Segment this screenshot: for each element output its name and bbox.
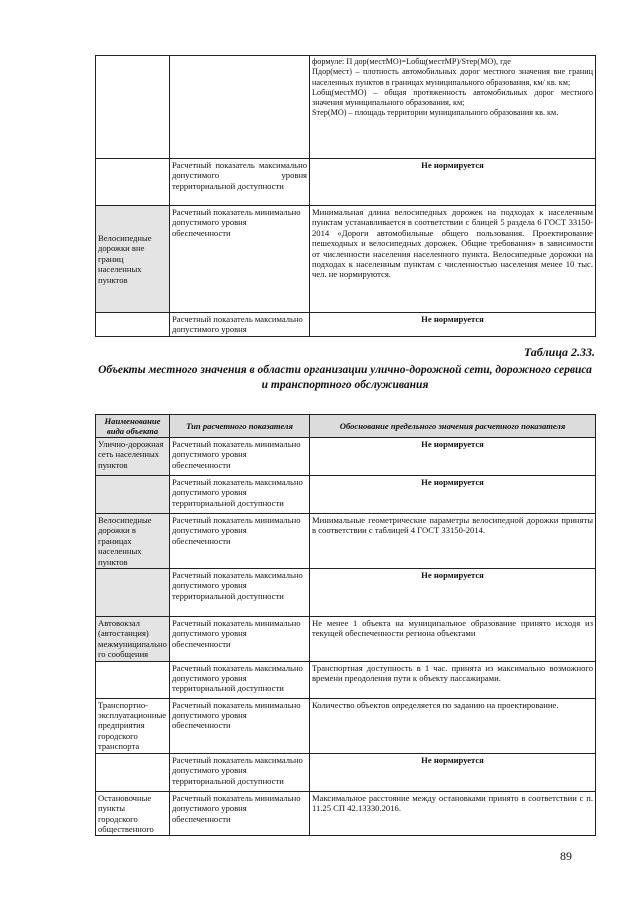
table-row: [96, 661, 596, 698]
value-cell: Максимальное расстояние между остановками принято в соответствии с п. 11.25 СП 42.13330.2016.: [310, 791, 596, 836]
object-name-cell: Остановочные пункты городского общественного: [96, 791, 170, 836]
table-row: [96, 476, 596, 514]
table-row: [96, 698, 596, 753]
table-row: [96, 159, 596, 206]
value-cell: Не нормируется: [310, 438, 596, 476]
object-name-cell: Улично-дорожная сеть населенных пунктов: [96, 438, 170, 476]
table-cell: [96, 56, 170, 159]
indicator-type-cell: Расчетный показатель минимально допустимого уровня обеспеченности: [170, 617, 310, 662]
header-object-name: Наименование вида объекта: [96, 415, 170, 438]
object-name-cell: [96, 569, 170, 617]
table-row: [96, 569, 596, 617]
indicator-type-cell: Расчетный показатель максимально допустимого уровня: [170, 313, 310, 337]
value-cell: Не нормируется: [310, 753, 596, 791]
table-row: [96, 206, 596, 313]
table-row: [96, 514, 596, 569]
table-2-33: [95, 414, 596, 836]
indicator-type-cell: Расчетный показатель минимально допустимого уровня обеспеченности: [170, 514, 310, 569]
table-cell: [96, 159, 170, 206]
indicator-type-cell: Расчетный показатель максимально допустимого уровня территориальной доступности: [170, 476, 310, 514]
value-cell: Минимальная длина велосипедных дорожек на подходах к населенным пунктам устанавливается в соответствии с блицей 5 раздела 6 ГОСТ 33150-2014 «Дороги автомобильные общего пользования. Проектирование пешеходных и велосипедных дорожек. Общие требования» в зависимости от численности населения населенного пункта. Велосипедные дорожки на подходах к населенным пунктам с численностью населения менее 10 тыс. чел. не нормируются.: [310, 206, 596, 313]
table-row: [96, 617, 596, 662]
density-formula-cell: [310, 56, 596, 159]
value-cell: Количество объектов определяется по заданию на проектирование.: [310, 698, 596, 753]
object-name-cell: Транспортно-эксплуатационные предприятия городского транспорта: [96, 698, 170, 753]
indicator-type-cell: Расчетный показатель максимально допустимого уровня территориальной доступности: [170, 569, 310, 617]
indicator-type-cell: Расчетный показатель минимально допустимого уровня обеспеченности: [170, 791, 310, 836]
table-header-row: [96, 415, 596, 438]
indicator-type-cell: Расчетный показатель максимально допустимого уровня территориальной доступности: [170, 159, 310, 206]
object-name-cell: Велосипедные дорожки в границах населенных пунктов: [96, 514, 170, 569]
indicator-type-cell: Расчетный показатель минимально допустимого уровня обеспеченности: [170, 206, 310, 313]
formula-line: Lобщ(местМО) – общая протяженность автомобильных дорог местного значения муниципального образования, км;: [312, 87, 593, 108]
table-cell: [96, 313, 170, 337]
table-cell: [170, 56, 310, 159]
table-row: [96, 438, 596, 476]
indicator-type-cell: Расчетный показатель минимально допустимого уровня обеспеченности: [170, 438, 310, 476]
object-name-cell: [96, 476, 170, 514]
value-cell: Не нормируется: [310, 569, 596, 617]
object-name-cell: [96, 753, 170, 791]
table-row: [96, 313, 596, 337]
value-cell: Минимальные геометрические параметры велосипедной дорожки приняты в соответствии с таблицей 4 ГОСТ 33150-2014.: [310, 514, 596, 569]
object-name-cell: Автовокзал (автостанция) межмуниципального сообщения: [96, 617, 170, 662]
value-cell: Не нормируется: [310, 159, 596, 206]
value-cell: Не нормируется: [310, 476, 596, 514]
formula-line: Пдор(мест) – плотность автомобильных дорог местного значения вне границ населенных пунктов в границах муниципального образования, км/ кв. км;: [312, 67, 593, 87]
header-justification: Обоснование предельного значения расчетного показателя: [310, 415, 596, 438]
object-name-cell: Велосипедные дорожки вне границ населенных пунктов: [96, 206, 170, 313]
formula-line: формуле: П дор(местМО)=Lобщ(местМР)/Sтер(МО), где: [312, 57, 511, 66]
formula-line: Sтер(МО) – площадь территории муниципального образования кв. км.: [312, 108, 559, 118]
table-row: [96, 56, 596, 159]
value-cell: Не менее 1 объекта на муниципальное образование принято исходя из текущей обеспеченности региона объектами: [310, 617, 596, 662]
table-continuation: [95, 55, 596, 337]
page-number: 89: [560, 849, 572, 863]
header-indicator-type: Тип расчетного показателя: [170, 415, 310, 438]
table-title: Объекты местного значения в области организации улично-дорожной сети, дорожного сервиса и транспортного обслуживания: [98, 364, 592, 391]
table-row: [96, 791, 596, 836]
indicator-type-cell: Расчетный показатель максимально допустимого уровня территориальной доступности: [170, 661, 310, 698]
object-name-cell: [96, 661, 170, 698]
indicator-type-cell: Расчетный показатель максимально допустимого уровня территориальной доступности: [170, 753, 310, 791]
value-cell: Не нормируется: [310, 313, 596, 337]
table-label: Таблица 2.33.: [523, 345, 595, 359]
table-row: [96, 753, 596, 791]
value-cell: Транспортная доступность в 1 час. принята из максимально возможного времени преодоления пути к объекту пассажирами.: [310, 661, 596, 698]
indicator-type-cell: Расчетный показатель минимально допустимого уровня обеспеченности: [170, 698, 310, 753]
